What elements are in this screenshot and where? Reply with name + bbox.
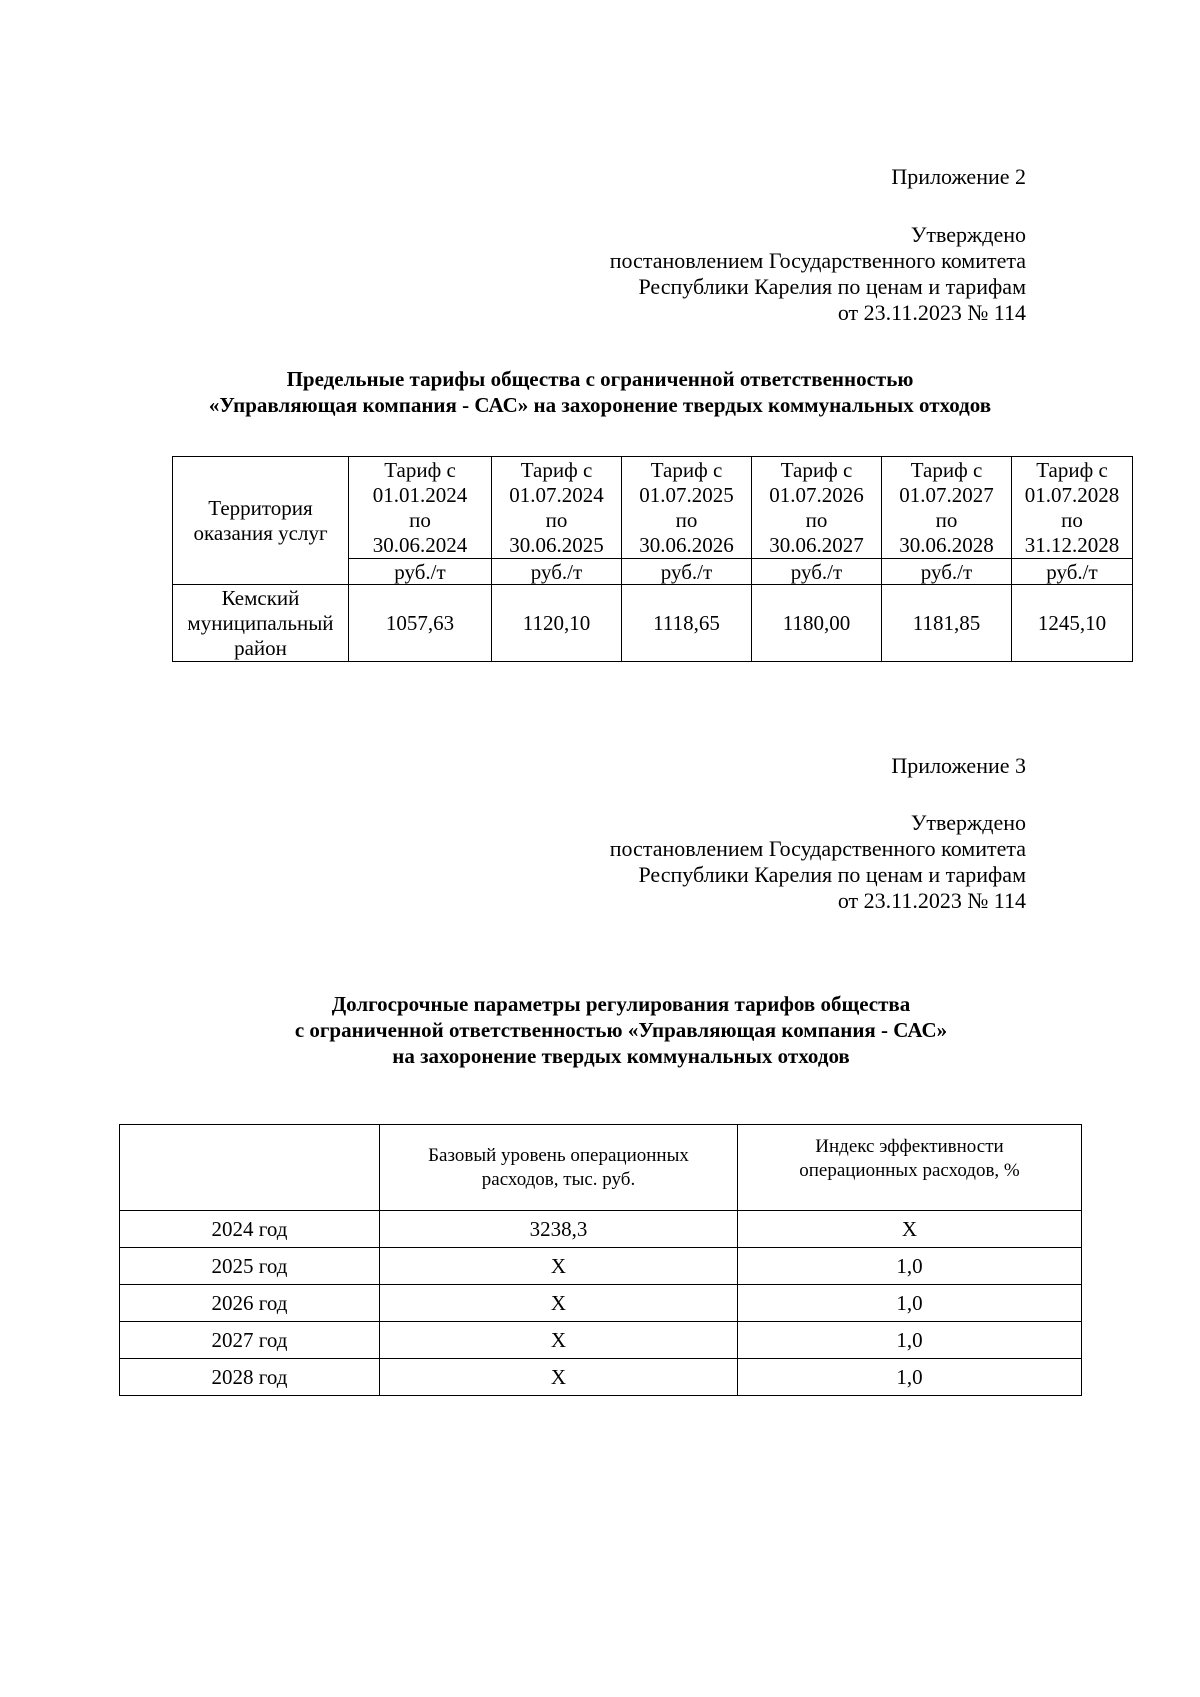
- period-header: [622, 457, 752, 559]
- period-line: по: [935, 507, 958, 532]
- period-line: Тариф с: [910, 457, 983, 482]
- year-header: [120, 1125, 380, 1211]
- annex-3-approval: [610, 810, 1026, 914]
- period-line: 01.07.2026: [769, 482, 864, 507]
- annex-3-title: [295, 991, 947, 1069]
- annex-2-label: Приложение 2: [891, 164, 1026, 189]
- period-line: по: [1061, 507, 1083, 532]
- title-line: на захоронение твердых коммунальных отходов: [392, 1044, 850, 1068]
- efficiency-index-cell: Х: [738, 1211, 1082, 1248]
- table-row: [120, 1248, 1082, 1285]
- period-line: Тариф с: [650, 457, 723, 482]
- efficiency-index-cell: 1,0: [738, 1248, 1082, 1285]
- efficiency-index-cell: 1,0: [738, 1359, 1082, 1396]
- approval-line: от 23.11.2023 № 114: [837, 888, 1026, 913]
- period-header: [752, 457, 882, 559]
- tariff-value: 1118,65: [622, 585, 752, 662]
- period-line: 01.01.2024: [372, 482, 468, 507]
- territory-cell: [173, 585, 349, 662]
- year-cell: 2026 год: [120, 1285, 380, 1322]
- table-row: [120, 1211, 1082, 1248]
- annex-3-label: Приложение 3: [891, 753, 1026, 778]
- territory-header-line: оказания услуг: [193, 520, 328, 545]
- period-line: 30.06.2025: [509, 532, 604, 557]
- base-cost-cell: Х: [380, 1248, 738, 1285]
- regulation-params-table: [119, 1124, 1082, 1396]
- year-cell: 2024 год: [120, 1211, 380, 1248]
- period-header: [492, 457, 622, 559]
- year-cell: 2028 год: [120, 1359, 380, 1396]
- table-row: [120, 1322, 1082, 1359]
- unit-cell: руб./т: [752, 559, 882, 585]
- approval-line: постановлением Государственного комитета: [609, 836, 1026, 861]
- period-line: Тариф с: [1036, 457, 1108, 482]
- approval-line: Республики Карелия по ценам и тарифам: [638, 274, 1026, 299]
- header-line: Базовый уровень операционных: [428, 1144, 689, 1166]
- year-cell: 2025 год: [120, 1248, 380, 1285]
- period-line: по: [675, 507, 698, 532]
- period-line: по: [409, 507, 431, 532]
- tariff-value: 1120,10: [492, 585, 622, 662]
- table-row: [120, 1359, 1082, 1396]
- period-line: 31.12.2028: [1024, 532, 1120, 557]
- tariff-value: 1181,85: [882, 585, 1012, 662]
- period-line: по: [545, 507, 568, 532]
- unit-cell: руб./т: [349, 559, 492, 585]
- title-line: Долгосрочные параметры регулирования тарифов общества: [331, 992, 911, 1016]
- period-line: 30.06.2028: [899, 532, 994, 557]
- period-line: Тариф с: [384, 457, 456, 482]
- approval-line: Республики Карелия по ценам и тарифам: [638, 862, 1026, 887]
- base-cost-cell: 3238,3: [380, 1211, 738, 1248]
- approval-line: Утверждено: [910, 222, 1026, 247]
- title-line: с ограниченной ответственностью «Управляющая компания - САС»: [294, 1018, 948, 1042]
- period-line: 01.07.2027: [899, 482, 994, 507]
- annex-2-title: [209, 366, 991, 418]
- base-cost-header: [380, 1125, 738, 1211]
- period-line: 30.06.2026: [639, 532, 734, 557]
- table-row: [120, 1285, 1082, 1322]
- period-line: Тариф с: [520, 457, 593, 482]
- approval-line: постановлением Государственного комитета: [609, 248, 1026, 273]
- unit-cell: руб./т: [622, 559, 752, 585]
- header-line: расходов, тыс. руб.: [481, 1168, 636, 1190]
- tariff-value: 1180,00: [752, 585, 882, 662]
- year-cell: 2027 год: [120, 1322, 380, 1359]
- efficiency-index-header: [738, 1125, 1082, 1211]
- efficiency-index-cell: 1,0: [738, 1322, 1082, 1359]
- title-line: Предельные тарифы общества с ограниченной ответственностью: [286, 367, 914, 391]
- tariff-value: 1245,10: [1012, 585, 1133, 662]
- unit-cell: руб./т: [1012, 559, 1133, 585]
- tariff-value: 1057,63: [349, 585, 492, 662]
- period-header: [1012, 457, 1133, 559]
- approval-line: от 23.11.2023 № 114: [837, 300, 1026, 325]
- title-line: «Управляющая компания - САС» на захоронение твердых коммунальных отходов: [208, 393, 992, 417]
- header-line: Индекс эффективности: [815, 1136, 1004, 1157]
- territory-line: муниципальный: [187, 610, 334, 635]
- period-line: 01.07.2024: [509, 482, 604, 507]
- period-line: 01.07.2028: [1024, 482, 1120, 507]
- territory-header-line: Территория: [208, 495, 313, 520]
- period-line: по: [805, 507, 828, 532]
- unit-cell: руб./т: [882, 559, 1012, 585]
- period-line: 01.07.2025: [639, 482, 734, 507]
- base-cost-cell: Х: [380, 1322, 738, 1359]
- territory-line: район: [234, 635, 287, 660]
- header-line: операционных расходов, %: [799, 1160, 1020, 1181]
- territory-header: [173, 457, 349, 585]
- base-cost-cell: Х: [380, 1359, 738, 1396]
- approval-line: Утверждено: [910, 810, 1026, 835]
- base-cost-cell: Х: [380, 1285, 738, 1322]
- efficiency-index-cell: 1,0: [738, 1285, 1082, 1322]
- period-line: 30.06.2027: [769, 532, 864, 557]
- period-header: [349, 457, 492, 559]
- annex-2-approval: [610, 222, 1026, 326]
- period-header: [882, 457, 1012, 559]
- period-line: Тариф с: [780, 457, 853, 482]
- territory-line: Кемский: [221, 585, 300, 610]
- period-line: 30.06.2024: [372, 532, 468, 557]
- tariff-table: [172, 456, 1133, 662]
- unit-cell: руб./т: [492, 559, 622, 585]
